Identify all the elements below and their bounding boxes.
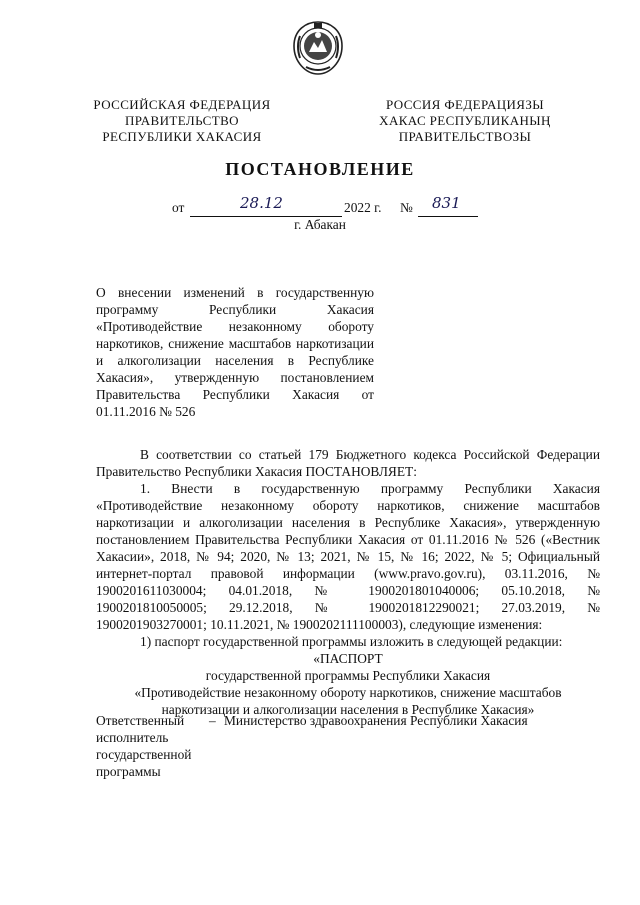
subitem-1-paragraph: 1) паспорт государственной программы изложить в следующей редакции: — [140, 634, 563, 649]
header-right-block — [365, 97, 565, 145]
responsible-label: Ответственный исполнитель государственной программы — [96, 713, 192, 779]
header-left-block — [82, 97, 282, 145]
from-label: от — [172, 200, 185, 215]
intro-paragraph: В соответствии со статьей 179 Бюджетного кодекса Российской Федерации Правительство Республики Хакасия ПОСТАНОВЛЯЕТ: — [96, 447, 600, 479]
header-left-line: ПРАВИТЕЛЬСТВО — [125, 113, 239, 128]
passport-subtitle-line: государственной программы Республики Хакасия — [205, 668, 491, 683]
date-handwritten: 28.12 — [240, 194, 283, 212]
document-title: ПОСТАНОВЛЕНИЕ — [225, 159, 415, 179]
passport-subtitle-line: «Противодействие незаконному обороту наркотиков, снижение масштабов — [134, 685, 562, 700]
header-right-line: ПРАВИТЕЛЬСТВОЗЫ — [398, 129, 532, 144]
row-dash: – — [209, 713, 216, 728]
passport-title: «ПАСПОРТ — [313, 651, 383, 666]
number-label: № — [400, 200, 413, 215]
header-left-line: РОССИЙСКАЯ ФЕДЕРАЦИЯ — [93, 97, 271, 112]
document-body — [96, 446, 600, 718]
year-label: 2022 г. — [344, 200, 382, 215]
item-1-paragraph: 1. Внести в государственную программу Республики Хакасия «Противодействие незаконному обороту наркотиков, снижение масштабов наркотизации и алкоголизации населения в Республике Хакасия», утвержденную постановлением Правительства Республики Хакасия от 01.11.2016 № 526 («Вестник Хакасии», 2018, № 94; 2020, № 13; 2021, № 15, № 16; 2022, № 5; Официальный интернет-портал правовой информации (www.pravo.gov.ru), 03.11.2016, № 1900201611030004; 04.01.2018, № 1900201801040006; 05.10.2018, № 1900201810050005; 29.12.2018, № 1900201812290021; 27.03.2019, № 1900201903270001; 10.11.2021, № 1900202111100003), следующие изменения: — [96, 481, 600, 632]
document-subject: О внесении изменений в государственную программу Республики Хакасия «Противодействие незаконному обороту наркотиков, снижение масштабов наркотизации и алкоголизации населения в Республике Хакасия», утвержденную постановлением Правительства Республики Хакасия от 01.11.2016 № 526 — [96, 285, 374, 419]
responsible-value: Министерство здравоохранения Республики Хакасия — [224, 713, 528, 728]
header-right-line: РОССИЯ ФЕДЕРАЦИЯЗЫ — [385, 97, 545, 112]
header-right-line: ХАКАС РЕСПУБЛИКАНЫҢ — [379, 113, 551, 128]
passport-subtitle-line: наркотизации и алкоголизации населения в Республике Хакасия» — [161, 702, 535, 717]
city-label: г. Абакан — [294, 217, 346, 232]
coat-of-arms-emblem-icon — [292, 20, 344, 76]
number-handwritten: 831 — [432, 194, 461, 212]
header-left-line: РЕСПУБЛИКИ ХАКАСИЯ — [102, 129, 262, 144]
